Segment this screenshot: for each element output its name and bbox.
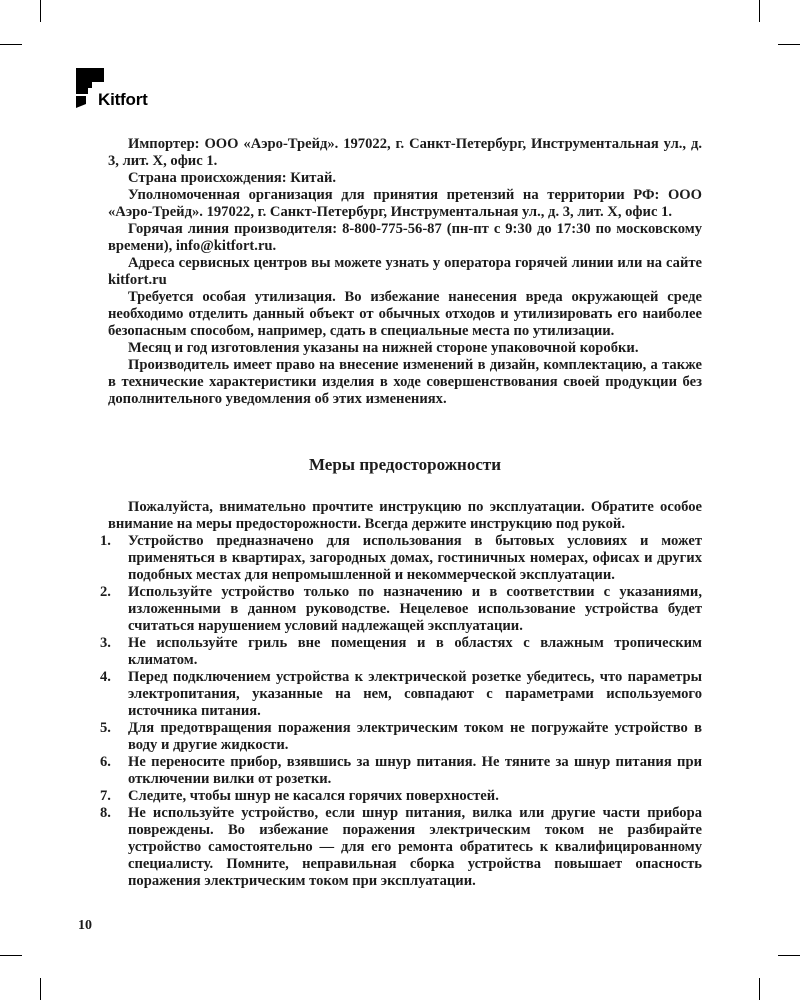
safety-item-text: Не используйте гриль вне помещения и в областях с влажным тропическим климатом. [128,635,702,668]
safety-item-number: 3. [100,635,111,651]
page-number: 10 [78,918,92,933]
intro-paragraph-service-centers: Адреса сервисных центров вы можете узнать у оператора горячей линии или на сайте kitfort.ru [108,255,702,288]
safety-list [100,533,702,890]
crop-mark-top-left-h [0,44,22,45]
safety-item [100,635,702,669]
safety-item-text: Для предотвращения поражения электрическим током не погружайте устройство в воду и другие жидкости. [128,720,702,753]
crop-mark-bottom-left [40,978,41,1000]
brand-logo [76,68,176,112]
safety-item [100,788,702,805]
safety-item [100,805,702,890]
brand-logo-text: Kitfort [98,90,148,109]
safety-item [100,720,702,754]
crop-mark-top-left [40,0,41,22]
intro-paragraph-organization: Уполномоченная организация для принятия претензий на территории РФ: ООО «Аэро-Трейд». 197022, г. Санкт-Петербург, Инструментальная ул., д. 3, лит. Х, офис 1. [108,187,702,220]
crop-mark-bottom-right-h [778,955,800,956]
safety-item-number: 8. [100,805,111,821]
crop-mark-bottom-left-h [0,955,22,956]
crop-mark-top-right-h [778,44,800,45]
safety-item-text: Устройство предназначено для использования в бытовых условиях и может применяться в квартирах, загородных домах, гостиничных номерах, офисах и других подобных местах для непромышленной и некоммерческой эксплуатации. [128,533,702,583]
intro-section [108,136,702,408]
safety-item-number: 4. [100,669,111,685]
crop-mark-bottom-right [759,978,760,1000]
safety-item-number: 5. [100,720,111,736]
intro-paragraph-manufacture-date: Месяц и год изготовления указаны на нижней стороне упаковочной коробки. [128,340,639,356]
intro-paragraph-importer: Импортер: ООО «Аэро-Трейд». 197022, г. Санкт-Петербург, Инструментальная ул., д. 3, лит. Х, офис 1. [108,136,702,169]
safety-intro-paragraph: Пожалуйста, внимательно прочтите инструкцию по эксплуатации. Обратите особое внимание на меры предосторожности. Всегда держите инструкцию под рукой. [108,499,702,532]
safety-item-number: 1. [100,533,111,549]
page-content [100,136,702,890]
safety-item [100,584,702,635]
safety-item [100,669,702,720]
crop-mark-top-right [759,0,760,22]
intro-paragraph-disposal: Требуется особая утилизация. Во избежание нанесения вреда окружающей среде необходимо отделить данный объект от обычных отходов и утилизировать его наиболее безопасным способом, например, сдать в специальные места по утилизации. [108,289,702,339]
safety-item [100,533,702,584]
safety-item-text: Перед подключением устройства к электрической розетке убедитесь, что параметры электропитания, указанные на нем, совпадают с параметрами используемого источника питания. [128,669,702,719]
safety-item-text: Следите, чтобы шнур не касался горячих поверхностей. [128,788,499,804]
intro-paragraph-hotline: Горячая линия производителя: 8-800-775-56-87 (пн-пт с 9:30 до 17:30 по московскому времени), info@kitfort.ru. [108,221,702,254]
safety-item-text: Используйте устройство только по назначению и в соответствии с указаниями, изложенными в данном руководстве. Нецелевое использование устройства будет считаться нарушением условий надлежащей эксплуатации. [128,584,702,634]
safety-item [100,754,702,788]
intro-paragraph-changes: Производитель имеет право на внесение изменений в дизайн, комплектацию, а также в технические характеристики изделия в ходе совершенствования своей продукции без дополнительного уведомления об этих изменениях. [108,357,702,407]
intro-paragraph-origin: Страна происхождения: Китай. [128,170,337,186]
safety-item-text: Не используйте устройство, если шнур питания, вилка или другие части прибора повреждены. Во избежание поражения электрическим током не разбирайте устройство самостоятельно — для его ремонта обратитесь к квалифицированному специалисту. Помните, неправильная сборка устройства повышает опасность поражения электрическим током при эксплуатации. [128,805,702,889]
safety-item-text: Не переносите прибор, взявшись за шнур питания. Не тяните за шнур питания при отключении вилки от розетки. [128,754,702,787]
safety-item-number: 7. [100,788,111,804]
safety-item-number: 6. [100,754,111,770]
safety-item-number: 2. [100,584,111,600]
section-title: Меры предосторожности [308,455,502,474]
